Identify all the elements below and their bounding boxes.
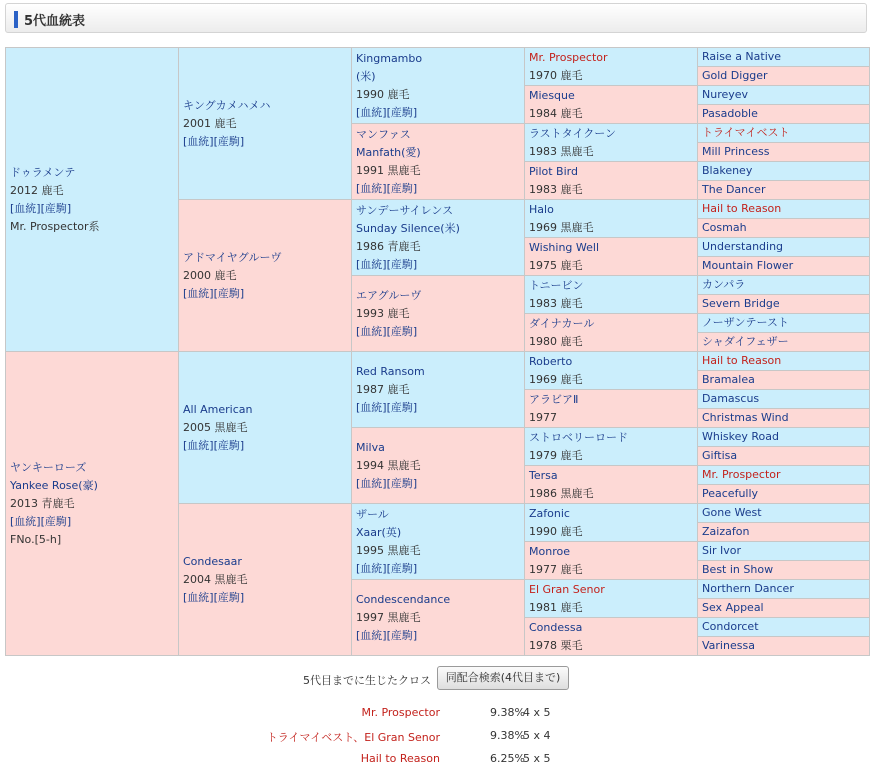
gen4-cell bbox=[525, 314, 698, 352]
page-header bbox=[5, 3, 867, 33]
gen5-cell bbox=[698, 219, 870, 238]
horse-name[interactable]: カンパラ bbox=[702, 278, 746, 291]
gen5-cell bbox=[698, 276, 870, 295]
horse-name[interactable]: Northern Dancer bbox=[702, 582, 794, 595]
gen5-cell bbox=[698, 333, 870, 352]
horse-name[interactable]: Bramalea bbox=[702, 373, 755, 386]
birth-color: 2005 黒鹿毛 bbox=[183, 420, 248, 434]
sire-line: Mr. Prospector系 bbox=[10, 219, 100, 233]
gen2-cell bbox=[179, 504, 352, 656]
horse-name[interactable]: Condescendance bbox=[356, 592, 451, 606]
gen4-cell bbox=[525, 124, 698, 162]
gen2-links bbox=[183, 133, 351, 151]
horse-name[interactable]: Condesaar bbox=[183, 554, 242, 568]
horse-name[interactable]: Hail to Reason bbox=[702, 202, 782, 215]
progeny-link[interactable]: [産駒] bbox=[386, 181, 418, 195]
horse-name[interactable]: キングカメハメハ bbox=[183, 98, 271, 112]
birth-color: 2000 鹿毛 bbox=[183, 268, 237, 282]
gen3-links bbox=[356, 627, 524, 645]
cross-percent: 9.38% bbox=[490, 729, 525, 742]
gen3-links bbox=[356, 104, 524, 122]
gen2-cell bbox=[179, 200, 352, 352]
gen3-cell bbox=[352, 580, 525, 656]
gen4-cell bbox=[525, 580, 698, 618]
cross-item bbox=[0, 752, 873, 768]
gen5-cell bbox=[698, 295, 870, 314]
birth-color: 1977 鹿毛 bbox=[529, 562, 583, 576]
horse-name[interactable]: Best in Show bbox=[702, 563, 774, 576]
gen4-cell bbox=[525, 276, 698, 314]
horse-name-en[interactable]: Yankee Rose(豪) bbox=[10, 478, 98, 492]
horse-name[interactable]: Mr. Prospector bbox=[529, 50, 608, 64]
gen5-cell bbox=[698, 409, 870, 428]
horse-name[interactable]: Miesque bbox=[529, 88, 575, 102]
pedigree-link[interactable]: [血統] bbox=[183, 590, 214, 604]
horse-name[interactable]: ドゥラメンテ bbox=[10, 165, 76, 179]
gen3-links bbox=[356, 180, 524, 198]
horse-name[interactable]: ラストタイクーン bbox=[529, 126, 617, 140]
cross-item bbox=[0, 706, 873, 722]
horse-name[interactable]: Damascus bbox=[702, 392, 760, 405]
horse-name[interactable]: Gold Digger bbox=[702, 69, 768, 82]
gen5-cell bbox=[698, 181, 870, 200]
cross-generation: 5 x 5 bbox=[523, 752, 551, 765]
gen4-cell bbox=[525, 238, 698, 276]
horse-name[interactable]: Gone West bbox=[702, 506, 762, 519]
gen4-cell bbox=[525, 390, 698, 428]
gen3-cell bbox=[352, 124, 525, 200]
gen4-cell bbox=[525, 504, 698, 542]
gen5-cell bbox=[698, 67, 870, 86]
gen5-cell bbox=[698, 124, 870, 143]
horse-name[interactable]: Condessa bbox=[529, 620, 583, 634]
progeny-link[interactable]: [産駒] bbox=[213, 286, 245, 300]
horse-name[interactable]: Mountain Flower bbox=[702, 259, 794, 272]
cross-percent: 9.38% bbox=[490, 706, 525, 719]
birth-color: 2012 鹿毛 bbox=[10, 183, 64, 197]
same-mating-search-button[interactable]: 同配合検索(4代目まで) bbox=[437, 666, 569, 690]
birth-color: 2001 鹿毛 bbox=[183, 116, 237, 130]
horse-name[interactable]: ヤンキーローズ bbox=[10, 460, 87, 474]
gen5-cell bbox=[698, 504, 870, 523]
birth-color: 1983 鹿毛 bbox=[529, 296, 583, 310]
gen1-sire-cell bbox=[6, 48, 179, 352]
horse-name[interactable]: ダイナカール bbox=[529, 316, 595, 330]
horse-name[interactable]: Hail to Reason bbox=[702, 354, 782, 367]
birth-color: 1990 鹿毛 bbox=[529, 524, 583, 538]
horse-name[interactable]: Christmas Wind bbox=[702, 411, 789, 424]
horse-name[interactable]: トニービン bbox=[529, 278, 584, 292]
cross-horse-name[interactable]: トライマイベスト、El Gran Senor bbox=[266, 731, 440, 744]
progeny-link[interactable]: [産駒] bbox=[40, 201, 72, 215]
horse-name[interactable]: Sex Appeal bbox=[702, 601, 764, 614]
gen1-sire-links bbox=[10, 200, 178, 218]
horse-name[interactable]: Blakeney bbox=[702, 164, 753, 177]
birth-color: 1995 黒鹿毛 bbox=[356, 543, 421, 557]
gen3-cell bbox=[352, 276, 525, 352]
birth-color: 1980 鹿毛 bbox=[529, 334, 583, 348]
pedigree-link[interactable]: [血統] bbox=[356, 628, 387, 642]
gen5-cell bbox=[698, 485, 870, 504]
pedigree-table bbox=[5, 47, 870, 656]
horse-name[interactable]: Cosmah bbox=[702, 221, 747, 234]
horse-name[interactable]: Monroe bbox=[529, 544, 570, 558]
pedigree-link[interactable]: [血統] bbox=[356, 324, 387, 338]
gen3-links bbox=[356, 323, 524, 341]
gen5-cell bbox=[698, 86, 870, 105]
gen3-cell bbox=[352, 48, 525, 124]
progeny-link[interactable]: [産駒] bbox=[386, 400, 418, 414]
pedigree-link[interactable]: [血統] bbox=[10, 201, 41, 215]
progeny-link[interactable]: [産駒] bbox=[386, 324, 418, 338]
gen5-cell bbox=[698, 238, 870, 257]
gen5-cell bbox=[698, 48, 870, 67]
gen5-cell bbox=[698, 637, 870, 656]
cross-horse-name[interactable]: Hail to Reason bbox=[360, 752, 440, 765]
cross-horse-name[interactable]: Mr. Prospector bbox=[361, 706, 440, 719]
birth-color: 1993 鹿毛 bbox=[356, 306, 410, 320]
cross-item bbox=[0, 729, 873, 745]
pedigree-link[interactable]: [血統] bbox=[356, 105, 387, 119]
birth-color: 1986 青鹿毛 bbox=[356, 239, 421, 253]
progeny-link[interactable]: [産駒] bbox=[386, 105, 418, 119]
horse-name[interactable]: Zaizafon bbox=[702, 525, 750, 538]
gen2-links bbox=[183, 285, 351, 303]
birth-color: 1984 鹿毛 bbox=[529, 106, 583, 120]
birth-color: 1983 鹿毛 bbox=[529, 182, 583, 196]
birth-color: 1986 黒鹿毛 bbox=[529, 486, 594, 500]
birth-color: 1997 黒鹿毛 bbox=[356, 610, 421, 624]
progeny-link[interactable]: [産駒] bbox=[386, 628, 418, 642]
gen4-cell bbox=[525, 352, 698, 390]
horse-name[interactable]: Halo bbox=[529, 202, 554, 216]
gen3-links bbox=[356, 560, 524, 578]
header-accent-bar bbox=[14, 11, 18, 28]
gen2-cell bbox=[179, 48, 352, 200]
horse-name[interactable]: Mr. Prospector bbox=[702, 468, 781, 481]
gen5-cell bbox=[698, 618, 870, 637]
horse-name[interactable]: Red Ransom bbox=[356, 364, 425, 378]
gen3-cell bbox=[352, 200, 525, 276]
cross-label: 5代目までに生じたクロス bbox=[303, 674, 431, 687]
horse-name[interactable]: ストロベリーロード bbox=[529, 430, 628, 444]
birth-color: 2004 黒鹿毛 bbox=[183, 572, 248, 586]
horse-name[interactable]: アラビアⅡ bbox=[529, 392, 579, 406]
gen5-cell bbox=[698, 143, 870, 162]
gen3-links bbox=[356, 399, 524, 417]
progeny-link[interactable]: [産駒] bbox=[386, 257, 418, 271]
gen5-cell bbox=[698, 371, 870, 390]
gen3-cell bbox=[352, 504, 525, 580]
horse-name-sub[interactable]: (米) bbox=[356, 69, 376, 83]
cross-percent: 6.25% bbox=[490, 752, 525, 765]
birth-color: 1969 黒鹿毛 bbox=[529, 220, 594, 234]
birth-color: 1977 bbox=[529, 410, 557, 424]
gen1-dam-links bbox=[10, 513, 178, 531]
horse-name[interactable]: マンファス bbox=[356, 127, 411, 141]
horse-name[interactable]: Kingmambo bbox=[356, 51, 423, 65]
horse-name[interactable]: El Gran Senor bbox=[529, 582, 605, 596]
horse-name[interactable]: The Dancer bbox=[702, 183, 766, 196]
gen5-cell bbox=[698, 580, 870, 599]
gen5-cell bbox=[698, 105, 870, 124]
progeny-link[interactable]: [産駒] bbox=[386, 561, 418, 575]
birth-color: 1979 鹿毛 bbox=[529, 448, 583, 462]
birth-color: 1983 黒鹿毛 bbox=[529, 144, 594, 158]
gen5-cell bbox=[698, 542, 870, 561]
gen1-dam-cell bbox=[6, 352, 179, 656]
gen4-cell bbox=[525, 542, 698, 580]
gen3-links bbox=[356, 475, 524, 493]
horse-name[interactable]: Roberto bbox=[529, 354, 573, 368]
horse-name[interactable]: All American bbox=[183, 402, 253, 416]
pedigree-link[interactable]: [血統] bbox=[356, 181, 387, 195]
horse-name[interactable]: シャダイフェザー bbox=[702, 335, 789, 348]
horse-name[interactable]: Zafonic bbox=[529, 506, 570, 520]
progeny-link[interactable]: [産駒] bbox=[40, 514, 72, 528]
gen2-cell bbox=[179, 352, 352, 504]
gen5-cell bbox=[698, 599, 870, 618]
pedigree-link[interactable]: [血統] bbox=[183, 286, 214, 300]
birth-color: 1991 黒鹿毛 bbox=[356, 163, 421, 177]
birth-color: 1975 鹿毛 bbox=[529, 258, 583, 272]
horse-name[interactable]: Pasadoble bbox=[702, 107, 758, 120]
gen5-cell bbox=[698, 466, 870, 485]
gen5-cell bbox=[698, 200, 870, 219]
horse-name[interactable]: アドマイヤグルーヴ bbox=[183, 250, 282, 264]
gen5-cell bbox=[698, 561, 870, 580]
gen4-cell bbox=[525, 200, 698, 238]
pedigree-link[interactable]: [血統] bbox=[356, 400, 387, 414]
gen4-cell bbox=[525, 86, 698, 124]
horse-name[interactable]: Whiskey Road bbox=[702, 430, 779, 443]
horse-name[interactable]: Severn Bridge bbox=[702, 297, 780, 310]
horse-name[interactable]: Nureyev bbox=[702, 88, 749, 101]
gen5-cell bbox=[698, 390, 870, 409]
horse-name-sub[interactable]: Sunday Silence(米) bbox=[356, 221, 460, 235]
gen4-cell bbox=[525, 618, 698, 656]
gen4-cell bbox=[525, 428, 698, 466]
gen5-cell bbox=[698, 447, 870, 466]
progeny-link[interactable]: [産駒] bbox=[213, 438, 245, 452]
horse-name[interactable]: Understanding bbox=[702, 240, 784, 253]
family-number: FNo.[5-h] bbox=[10, 532, 62, 546]
horse-name[interactable]: Pilot Bird bbox=[529, 164, 578, 178]
gen3-cell bbox=[352, 352, 525, 428]
pedigree-link[interactable]: [血統] bbox=[10, 514, 41, 528]
horse-name[interactable]: トライマイベスト bbox=[702, 126, 790, 139]
gen5-cell bbox=[698, 257, 870, 276]
horse-name-sub[interactable]: Manfath(愛) bbox=[356, 145, 421, 159]
horse-name[interactable]: Milva bbox=[356, 440, 385, 454]
gen5-cell bbox=[698, 523, 870, 542]
progeny-link[interactable]: [産駒] bbox=[213, 590, 245, 604]
horse-name-sub[interactable]: Xaar(英) bbox=[356, 525, 402, 539]
horse-name[interactable]: Sir Ivor bbox=[702, 544, 742, 557]
gen3-links bbox=[356, 256, 524, 274]
horse-name[interactable]: Tersa bbox=[529, 468, 558, 482]
gen2-links bbox=[183, 437, 351, 455]
horse-name[interactable]: Raise a Native bbox=[702, 50, 782, 63]
horse-name[interactable]: ノーザンテースト bbox=[702, 316, 789, 329]
horse-name[interactable]: サンデーサイレンス bbox=[356, 203, 454, 217]
gen5-cell bbox=[698, 352, 870, 371]
gen3-cell bbox=[352, 428, 525, 504]
horse-name[interactable]: Mill Princess bbox=[702, 145, 770, 158]
birth-color: 1990 鹿毛 bbox=[356, 87, 410, 101]
pedigree-link[interactable]: [血統] bbox=[356, 257, 387, 271]
horse-name[interactable]: Varinessa bbox=[702, 639, 755, 652]
cross-generation: 5 x 4 bbox=[523, 729, 551, 742]
pedigree-link[interactable]: [血統] bbox=[183, 134, 214, 148]
birth-color: 1994 黒鹿毛 bbox=[356, 458, 421, 472]
progeny-link[interactable]: [産駒] bbox=[386, 476, 418, 490]
gen4-cell bbox=[525, 48, 698, 86]
pedigree-link[interactable]: [血統] bbox=[356, 561, 387, 575]
horse-name[interactable]: エアグルーヴ bbox=[356, 288, 422, 302]
horse-name[interactable]: Wishing Well bbox=[529, 240, 600, 254]
gen5-cell bbox=[698, 162, 870, 181]
pedigree-link[interactable]: [血統] bbox=[183, 438, 214, 452]
pedigree-link[interactable]: [血統] bbox=[356, 476, 387, 490]
horse-name[interactable]: Peacefully bbox=[702, 487, 759, 500]
gen5-cell bbox=[698, 428, 870, 447]
birth-color: 1978 栗毛 bbox=[529, 638, 583, 652]
cross-generation: 4 x 5 bbox=[523, 706, 551, 719]
gen2-links bbox=[183, 589, 351, 607]
birth-color: 1970 鹿毛 bbox=[529, 68, 583, 82]
horse-name[interactable]: Condorcet bbox=[702, 620, 759, 633]
horse-name[interactable]: ザール bbox=[356, 507, 389, 521]
gen4-cell bbox=[525, 162, 698, 200]
gen5-cell bbox=[698, 314, 870, 333]
birth-color: 1981 鹿毛 bbox=[529, 600, 583, 614]
cross-search-bar bbox=[0, 666, 873, 694]
page-title: 5代血統表 bbox=[24, 14, 86, 29]
birth-color: 1987 鹿毛 bbox=[356, 382, 410, 396]
birth-color: 1969 鹿毛 bbox=[529, 372, 583, 386]
horse-name[interactable]: Giftisa bbox=[702, 449, 738, 462]
gen4-cell bbox=[525, 466, 698, 504]
birth-color: 2013 青鹿毛 bbox=[10, 496, 75, 510]
progeny-link[interactable]: [産駒] bbox=[213, 134, 245, 148]
